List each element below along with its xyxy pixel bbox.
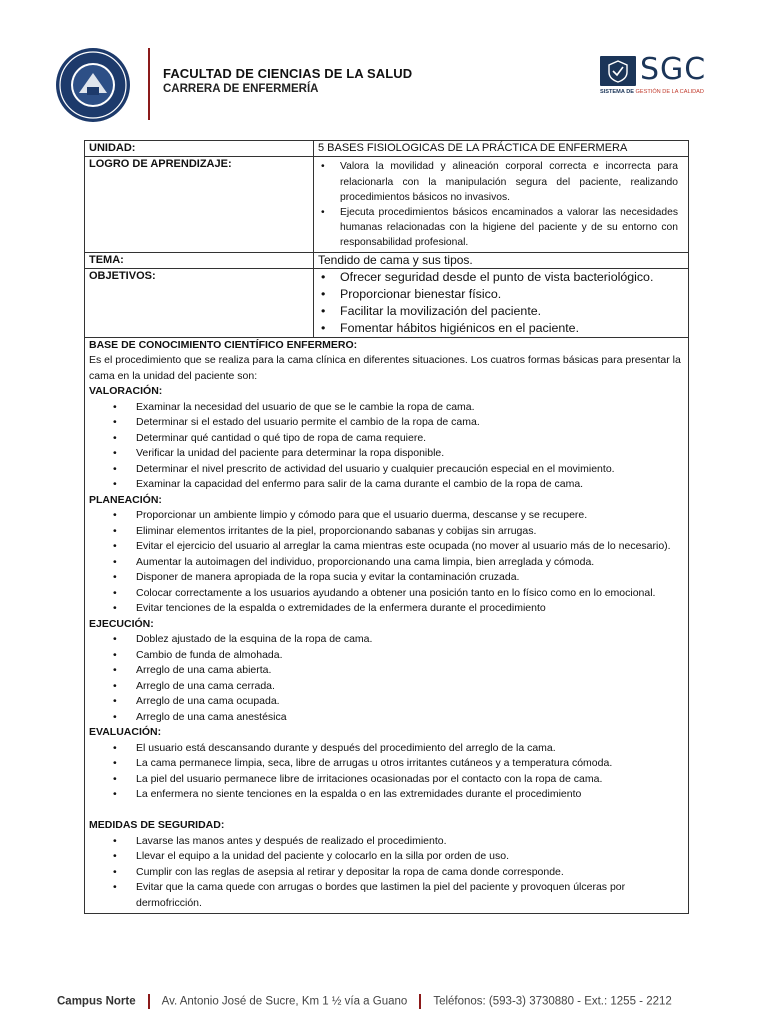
- base-text: Es el procedimiento que se realiza para la cama clínica en diferentes situaciones. Los cuatros formas básicas para presentar la cama en la unidad del paciente son:: [89, 354, 681, 382]
- sgc-subtitle: [600, 89, 704, 95]
- university-seal-logo: [55, 47, 131, 123]
- sgc-logo: [600, 52, 715, 98]
- list-item: • Proporcionar bienestar físico.: [318, 286, 684, 303]
- list-item: • Arreglo de una cama anestésica: [89, 710, 684, 726]
- ejecucion-list: [89, 632, 684, 725]
- logro-list: [318, 159, 684, 250]
- row-tema: [85, 253, 688, 269]
- page-footer: [57, 994, 672, 1010]
- list-item: • La cama permanece limpia, seca, libre de arrugas u otros irritantes cutáneos y a temperatura cómoda.: [89, 756, 684, 772]
- list-item: • Arreglo de una cama abierta.: [89, 663, 684, 679]
- list-item: • Examinar la necesidad del usuario de que se le cambie la ropa de cama.: [89, 400, 684, 416]
- list-item: • Doblez ajustado de la esquina de la ropa de cama.: [89, 632, 684, 648]
- row-logro: [85, 157, 688, 252]
- list-item: • La enfermera no siente tenciones en la espalda o en las extremidades durante el procedimiento: [89, 787, 684, 803]
- tema-label: TEMA:: [85, 253, 314, 268]
- evaluacion-heading: EVALUACIÓN:: [89, 726, 162, 739]
- list-item: • Disponer de manera apropiada de la ropa sucia y evitar la contaminación cruzada.: [89, 570, 684, 586]
- footer-divider: [419, 994, 421, 1009]
- logro-label: LOGRO DE APRENDIZAJE:: [85, 157, 314, 251]
- planeacion-list: [89, 508, 684, 617]
- career-title: CARRERA DE ENFERMERÍA: [163, 83, 319, 95]
- header-titles: [163, 66, 412, 95]
- ejecucion-heading: EJECUCIÓN:: [89, 617, 154, 630]
- tema-value: Tendido de cama y sus tipos.: [318, 252, 473, 267]
- list-item: • Llevar el equipo a la unidad del paciente y colocarlo en la silla por orden de uso.: [89, 849, 684, 865]
- row-objetivos: [85, 269, 688, 338]
- objetivos-list: [318, 269, 684, 337]
- list-item: • Verificar la unidad del paciente para determinar la ropa disponible.: [89, 446, 684, 462]
- list-item: • Aumentar la autoimagen del individuo, proporcionando una cama limpia, bien arreglada y cómoda.: [89, 555, 684, 571]
- list-item: • Evitar tenciones de la espalda o extremidades de la enfermera durante el procedimiento: [89, 601, 684, 617]
- list-item: • Colocar correctamente a los usuarios ayudando a obtener una posición tanto en lo físico como en lo emocional.: [89, 586, 684, 602]
- footer-divider: [148, 994, 150, 1009]
- list-item: • Ofrecer seguridad desde el punto de vista bacteriológico.: [318, 269, 684, 286]
- list-item: • Evitar que la cama quede con arrugas o bordes que lastimen la piel del paciente y provoquen úlceras por dermofricción.: [89, 880, 684, 911]
- list-item: • Evitar el ejercicio del usuario al arreglar la cama mientras este ocupada (no mover al usuario más de lo necesario).: [89, 539, 684, 555]
- planeacion-heading: PLANEACIÓN:: [89, 493, 162, 506]
- list-item: • Lavarse las manos antes y después de realizado el procedimiento.: [89, 834, 684, 850]
- medidas-heading: MEDIDAS DE SEGURIDAD:: [89, 819, 225, 832]
- list-item: • Fomentar hábitos higiénicos en el paciente.: [318, 320, 684, 337]
- evaluacion-list: [89, 741, 684, 803]
- list-item: • Determinar qué cantidad o qué tipo de ropa de cama requiere.: [89, 431, 684, 447]
- unidad-value: 5 BASES FISIOLOGICAS DE LA PRÁCTICA DE ENFERMERA: [318, 142, 628, 154]
- list-item: • Eliminar elementos irritantes de la piel, proporcionando sabanas y cobijas sin arrugas.: [89, 524, 684, 540]
- sgc-logo-text: SGC: [640, 52, 707, 87]
- valoracion-list: [89, 400, 684, 493]
- spacer: [89, 803, 684, 819]
- footer-phones: Teléfonos: (593-3) 3730880 - Ext.: 1255 - 2212: [433, 995, 672, 1008]
- sgc-subtitle-b: GESTIÓN DE LA CALIDAD: [635, 89, 704, 95]
- footer-address: Av. Antonio José de Sucre, Km 1 ½ vía a Guano: [161, 995, 408, 1008]
- list-item: • Arreglo de una cama cerrada.: [89, 679, 684, 695]
- base-heading: BASE DE CONOCIMIENTO CIENTÍFICO ENFERMERO:: [89, 338, 358, 351]
- medidas-list: [89, 834, 684, 912]
- list-item: • Cambio de funda de almohada.: [89, 648, 684, 664]
- list-item: • El usuario está descansando durante y después del procedimiento del arreglo de la cama.: [89, 741, 684, 757]
- list-item: • Determinar el nivel prescrito de actividad del usuario y cualquier precaución especial en el movimiento.: [89, 462, 684, 478]
- list-item: • Valora la movilidad y alineación corporal correcta e incorrecta para relacionarla con la manipulación segura del paciente, realizando procedimientos básicos no invasivos.: [318, 159, 684, 205]
- sgc-shield-icon: [600, 56, 636, 86]
- content-table: [84, 140, 689, 914]
- row-unidad: [85, 141, 688, 157]
- list-item: • Cumplir con las reglas de asepsia al retirar y depositar la ropa de cama donde corresponde.: [89, 865, 684, 881]
- list-item: • Determinar si el estado del usuario permite el cambio de la ropa de cama.: [89, 415, 684, 431]
- header-divider: [148, 48, 150, 120]
- list-item: • Arreglo de una cama ocupada.: [89, 694, 684, 710]
- list-item: • La piel del usuario permanece libre de irritaciones ocasionadas por el contacto con la ropa de cama.: [89, 772, 684, 788]
- objetivos-label: OBJETIVOS:: [85, 269, 314, 337]
- list-item: • Facilitar la movilización del paciente.: [318, 303, 684, 320]
- list-item: • Ejecuta procedimientos básicos encaminados a valorar las necesidades humanas relacionadas con la higiene del paciente y de su entorno con responsabilidad profesional.: [318, 205, 684, 251]
- row-body: [85, 338, 688, 914]
- unidad-label: UNIDAD:: [85, 141, 314, 156]
- faculty-title: FACULTAD DE CIENCIAS DE LA SALUD: [163, 66, 413, 81]
- sgc-subtitle-a: SISTEMA DE: [600, 89, 636, 95]
- footer-campus: Campus Norte: [57, 995, 136, 1008]
- list-item: • Examinar la capacidad del enfermo para salir de la cama durante el cambio de la ropa de cama.: [89, 477, 684, 493]
- body-section: [85, 338, 688, 914]
- valoracion-heading: VALORACIÓN:: [89, 385, 163, 398]
- list-item: • Proporcionar un ambiente limpio y cómodo para que el usuario duerma, descanse y se recupere.: [89, 508, 684, 524]
